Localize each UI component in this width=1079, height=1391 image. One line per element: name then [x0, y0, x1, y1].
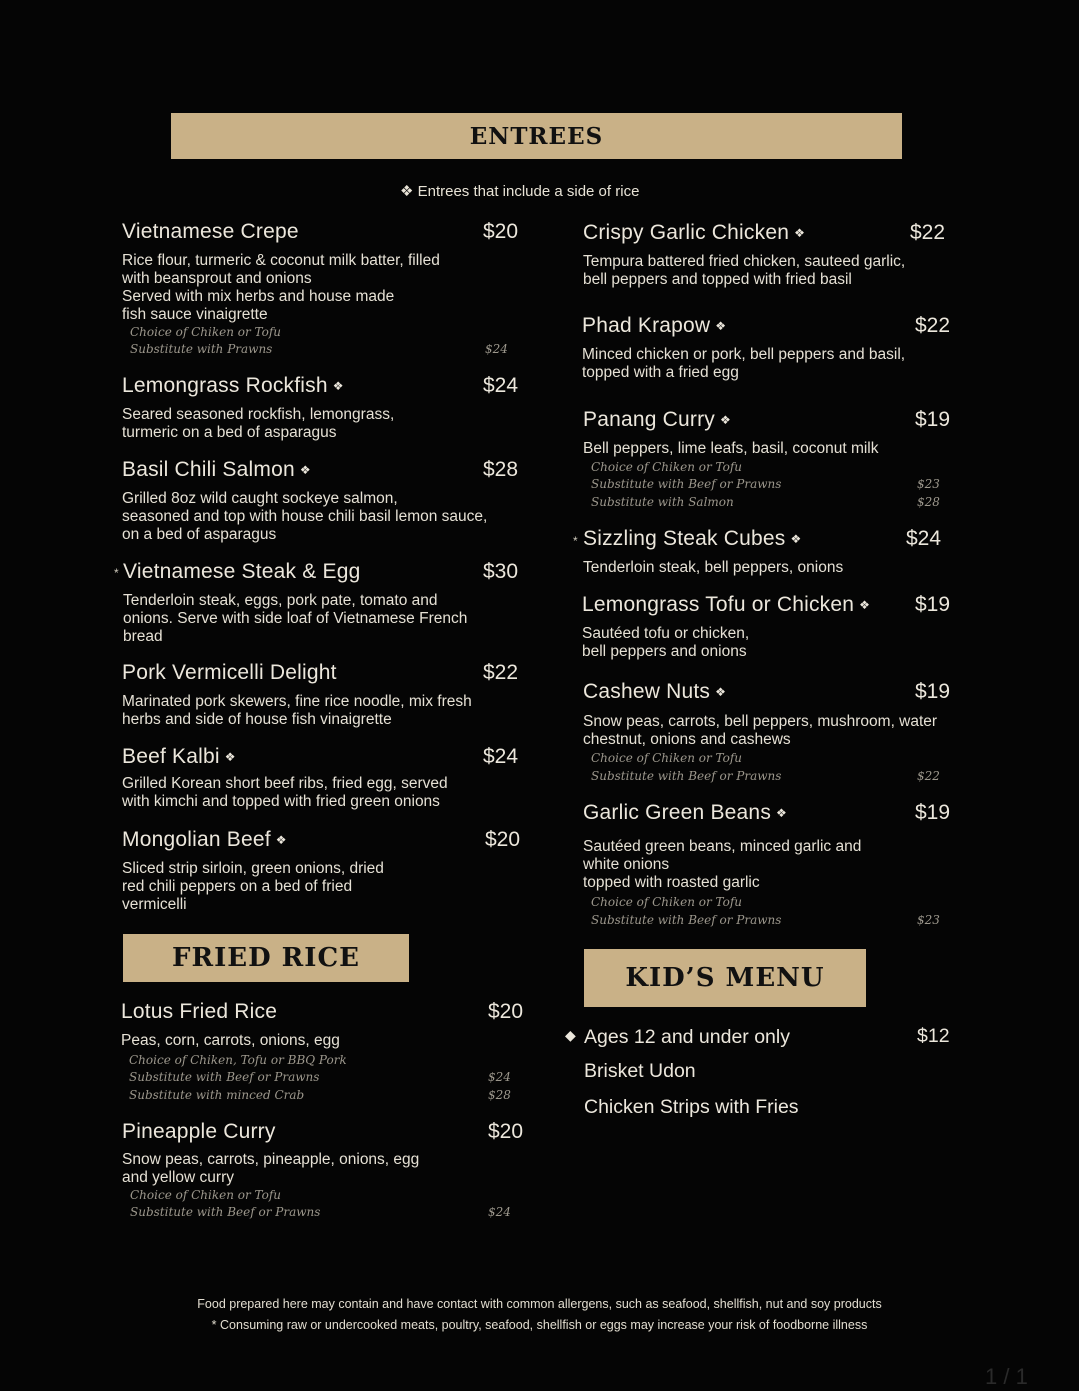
rice-marker-icon: ❖	[224, 750, 236, 765]
page-number: 1 / 1	[985, 1364, 1028, 1389]
option-price: $24	[488, 1070, 511, 1084]
option-line: Choice of Chiken, Tofu or BBQ Pork	[129, 1053, 347, 1067]
option-line: Choice of Chiken or Tofu	[591, 751, 742, 765]
rice-marker-icon: ❖	[776, 806, 787, 821]
item-description: Sliced strip sirloin, green onions, dried red chili peppers on a bed of fried vermicelli	[122, 860, 384, 913]
item-price: $20	[483, 220, 519, 243]
item-description: Marinated pork skewers, fine rice noodle, mix fresh herbs and side of house fish vinaigrette	[122, 693, 472, 728]
kids-price: $12	[917, 1025, 950, 1047]
raw-warning-star: *	[573, 534, 578, 548]
rice-marker-icon: ❖	[715, 685, 727, 700]
item-description: Seared seasoned rockfish, lemongrass, turmeric on a bed of asparagus	[122, 406, 395, 441]
option-line: Substitute with Beef or Prawns	[591, 477, 782, 491]
kids-item: Brisket Udon	[584, 1060, 696, 1082]
item-name: Pineapple Curry	[122, 1120, 276, 1143]
fried-rice-banner-label: FRIED RICE	[172, 943, 360, 973]
option-price: $24	[488, 1205, 511, 1219]
item-name: Crispy Garlic Chicken ❖	[583, 221, 806, 244]
kids-menu-banner-label: KID’S MENU	[625, 963, 825, 993]
item-description: Grilled 8oz wild caught sockeye salmon, seasoned and top with house chili basil lemon sauce, on a bed of asparagus	[122, 490, 488, 543]
option-price: $23	[917, 913, 940, 927]
rice-marker-icon: ❖	[790, 532, 802, 547]
fried-rice-banner	[123, 934, 409, 982]
option-line: Substitute with Beef or Prawns	[129, 1070, 320, 1084]
rice-marker-icon: ❖	[332, 379, 344, 394]
item-description: Bell peppers, lime leafs, basil, coconut milk	[583, 440, 879, 457]
option-line: Substitute with minced Crab	[129, 1088, 305, 1102]
item-name: Vietnamese Steak & Egg	[123, 560, 361, 583]
option-line: Substitute with Beef or Prawns	[591, 913, 782, 927]
item-name: Cashew Nuts ❖	[583, 680, 727, 703]
item-description: Tempura battered fried chicken, sauteed garlic, bell peppers and topped with fried basil	[583, 253, 906, 288]
kids-menu-banner	[584, 949, 866, 1007]
item-price: $24	[906, 527, 942, 550]
rice-marker-icon: ❖	[715, 319, 727, 334]
item-description: Tenderloin steak, eggs, pork pate, tomato and onions. Serve with side loaf of Vietnamese French bread	[123, 592, 468, 645]
item-price: $24	[483, 745, 519, 768]
option-price: $28	[917, 495, 940, 509]
rice-marker-icon: ❖	[719, 413, 731, 428]
rice-note: ❖ Entrees that include a side of rice	[400, 183, 640, 200]
rice-marker-icon: ❖	[794, 226, 806, 241]
option-line: Choice of Chiken or Tofu	[591, 460, 742, 474]
item-price: $20	[485, 828, 521, 851]
item-price: $20	[488, 1000, 524, 1023]
item-name: Garlic Green Beans ❖	[583, 801, 787, 824]
item-price: $20	[488, 1120, 524, 1143]
item-description: Peas, corn, carrots, onions, egg	[121, 1032, 340, 1049]
item-description: Rice flour, turmeric & coconut milk batter, filled with beansprout and onions Served with mix herbs and house made fish sauce vinaigrette	[122, 252, 440, 323]
item-name: Panang Curry ❖	[583, 408, 731, 431]
item-price: $24	[483, 374, 519, 397]
option-line: Substitute with Prawns	[130, 342, 273, 356]
item-name: Sizzling Steak Cubes ❖	[583, 527, 802, 550]
option-price: $24	[485, 342, 508, 356]
item-description: Grilled Korean short beef ribs, fried egg, served with kimchi and topped with fried green onions	[122, 775, 448, 810]
rice-marker-icon: ❖	[275, 833, 287, 848]
option-price: $28	[488, 1088, 511, 1102]
item-description: Sautéed green beans, minced garlic and white onions topped with roasted garlic	[583, 838, 862, 891]
raw-food-warning: * Consuming raw or undercooked meats, poultry, seafood, shellfish or eggs may increase your risk of foodborne illness	[211, 1318, 868, 1332]
option-line: Choice of Chiken or Tofu	[591, 895, 742, 909]
item-price: $19	[915, 408, 951, 431]
item-description: Snow peas, carrots, bell peppers, mushroom, water chestnut, onions and cashews	[583, 713, 938, 748]
item-price: $22	[915, 314, 951, 337]
option-line: Choice of Chiken or Tofu	[130, 325, 281, 339]
option-line: Substitute with Beef or Prawns	[591, 769, 782, 783]
option-price: $23	[917, 477, 940, 491]
entrees-banner-label: ENTREES	[469, 122, 604, 150]
item-price: $28	[483, 458, 519, 481]
item-name: Lemongrass Tofu or Chicken ❖	[582, 593, 871, 616]
item-name: Basil Chili Salmon ❖	[122, 458, 311, 481]
item-name: Phad Krapow ❖	[582, 314, 727, 337]
option-line: Substitute with Salmon	[591, 495, 734, 509]
rice-marker-icon: ❖	[299, 463, 311, 478]
item-price: $19	[915, 593, 951, 616]
item-name: Mongolian Beef ❖	[122, 828, 287, 851]
raw-warning-star: *	[114, 566, 119, 580]
item-description: Tenderloin steak, bell peppers, onions	[583, 559, 844, 576]
item-price: $19	[915, 680, 951, 703]
kids-age-note: Ages 12 and under only	[584, 1026, 790, 1048]
option-line: Choice of Chiken or Tofu	[130, 1188, 281, 1202]
option-price: $22	[917, 769, 940, 783]
rice-marker-icon: ❖	[859, 598, 871, 613]
item-name: Lemongrass Rockfish ❖	[122, 374, 344, 397]
item-price: $22	[483, 661, 519, 684]
kids-bullet-icon: ◆	[565, 1027, 576, 1043]
allergen-notice: Food prepared here may contain and have contact with common allergens, such as seafood, shellfish, nut and soy products	[197, 1297, 882, 1311]
item-price: $19	[915, 801, 951, 824]
item-name: Lotus Fried Rice	[121, 1000, 278, 1023]
item-name: Pork Vermicelli Delight	[122, 661, 337, 684]
item-price: $22	[910, 221, 946, 244]
item-description: Sautéed tofu or chicken, bell peppers and onions	[582, 625, 750, 660]
item-name: Vietnamese Crepe	[122, 220, 299, 243]
kids-item: Chicken Strips with Fries	[584, 1096, 799, 1118]
item-description: Snow peas, carrots, pineapple, onions, egg and yellow curry	[122, 1151, 420, 1186]
item-description: Minced chicken or pork, bell peppers and basil, topped with a fried egg	[582, 346, 906, 381]
option-line: Substitute with Beef or Prawns	[130, 1205, 321, 1219]
entrees-banner	[171, 113, 902, 159]
item-price: $30	[483, 560, 519, 583]
item-name: Beef Kalbi ❖	[122, 745, 236, 768]
